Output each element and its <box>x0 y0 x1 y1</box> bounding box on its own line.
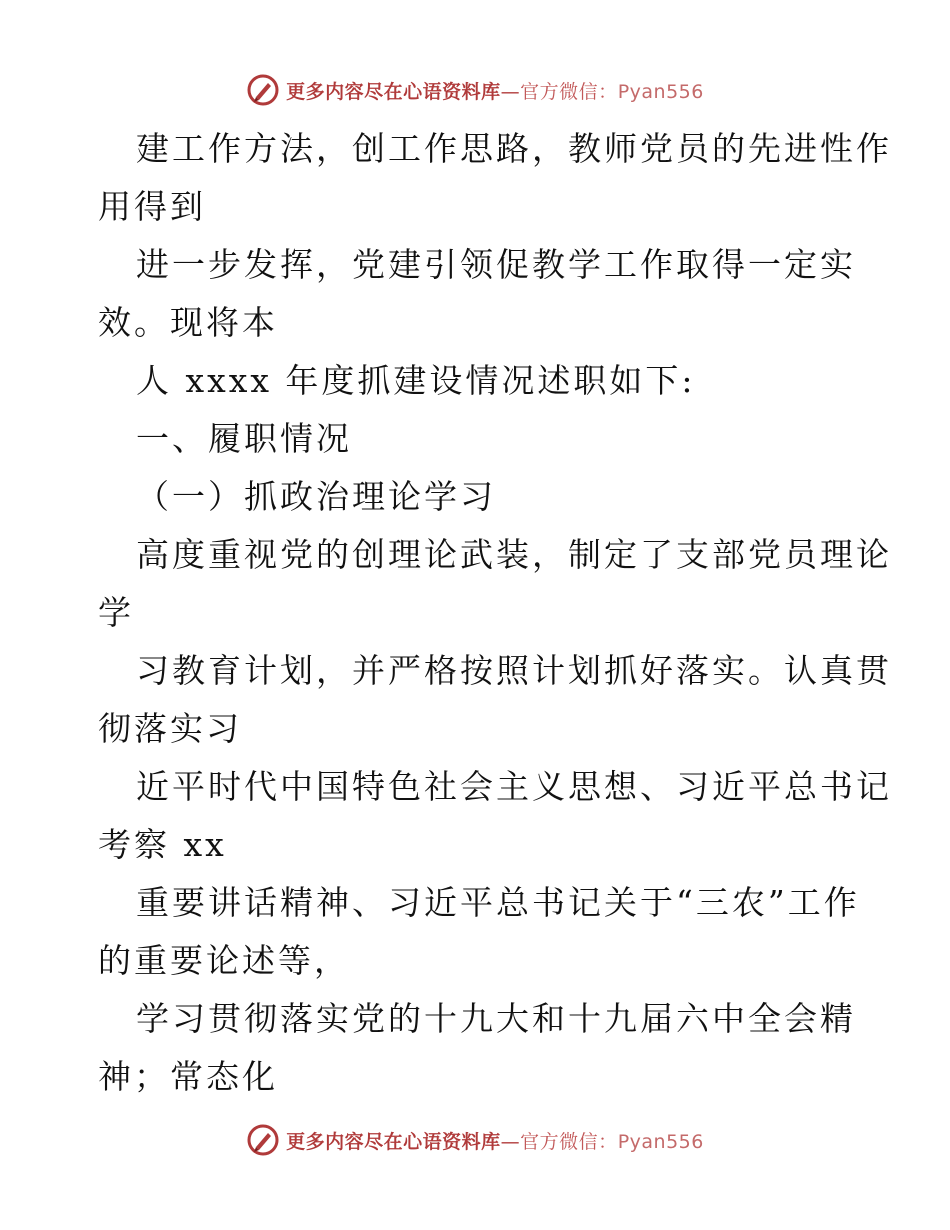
text-line: 效。现将本 <box>98 303 278 342</box>
pen-seal-icon <box>246 1123 280 1157</box>
watermark-account: Pyan556 <box>617 80 704 103</box>
watermark-account: Pyan556 <box>617 1130 704 1153</box>
text-line: 近平时代中国特色社会主义思想、习近平总书记 <box>136 767 892 806</box>
text-line: 用得到 <box>98 187 206 226</box>
text-line: 学 <box>98 593 134 632</box>
pen-seal-icon <box>246 73 280 107</box>
document-body <box>98 120 892 1106</box>
text-line: 重要讲话精神、习近平总书记关于“三农”工作 <box>136 883 860 922</box>
watermark-wechat-label: 官方微信： <box>520 1130 618 1153</box>
text-line: 的重要论述等， <box>98 941 350 980</box>
subsection-heading: （一）抓政治理论学习 <box>136 477 496 516</box>
watermark-site-text: 更多内容尽在心语资料库 <box>286 80 501 103</box>
text-line: 进一步发挥，党建引领促教学工作取得一定实 <box>136 245 856 284</box>
section-heading: 一、履职情况 <box>136 419 352 458</box>
text-line: 人 xxxx 年度抓建设情况述职如下: <box>136 361 696 400</box>
text-line: 学习贯彻落实党的十九大和十九届六中全会精 <box>136 999 856 1038</box>
text-line: 习教育计划，并严格按照计划抓好落实。认真贯 <box>136 651 892 690</box>
text-line: 高度重视党的创理论武装，制定了支部党员理论 <box>136 535 892 574</box>
text-line: 神；常态化 <box>98 1057 278 1096</box>
watermark-site-text: 更多内容尽在心语资料库 <box>286 1130 501 1153</box>
watermark-wechat-label: 官方微信： <box>520 80 618 103</box>
text-line: 建工作方法，创工作思路，教师党员的先进性作 <box>136 129 892 168</box>
watermark-separator: — <box>500 1130 521 1153</box>
text-line: 考察 xx <box>98 825 227 864</box>
watermark-text <box>286 1127 704 1154</box>
watermark-banner-top <box>0 70 950 110</box>
watermark-text <box>286 77 704 104</box>
text-line: 彻落实习 <box>98 709 242 748</box>
watermark-separator: — <box>500 80 521 103</box>
watermark-banner-bottom <box>0 1120 950 1160</box>
